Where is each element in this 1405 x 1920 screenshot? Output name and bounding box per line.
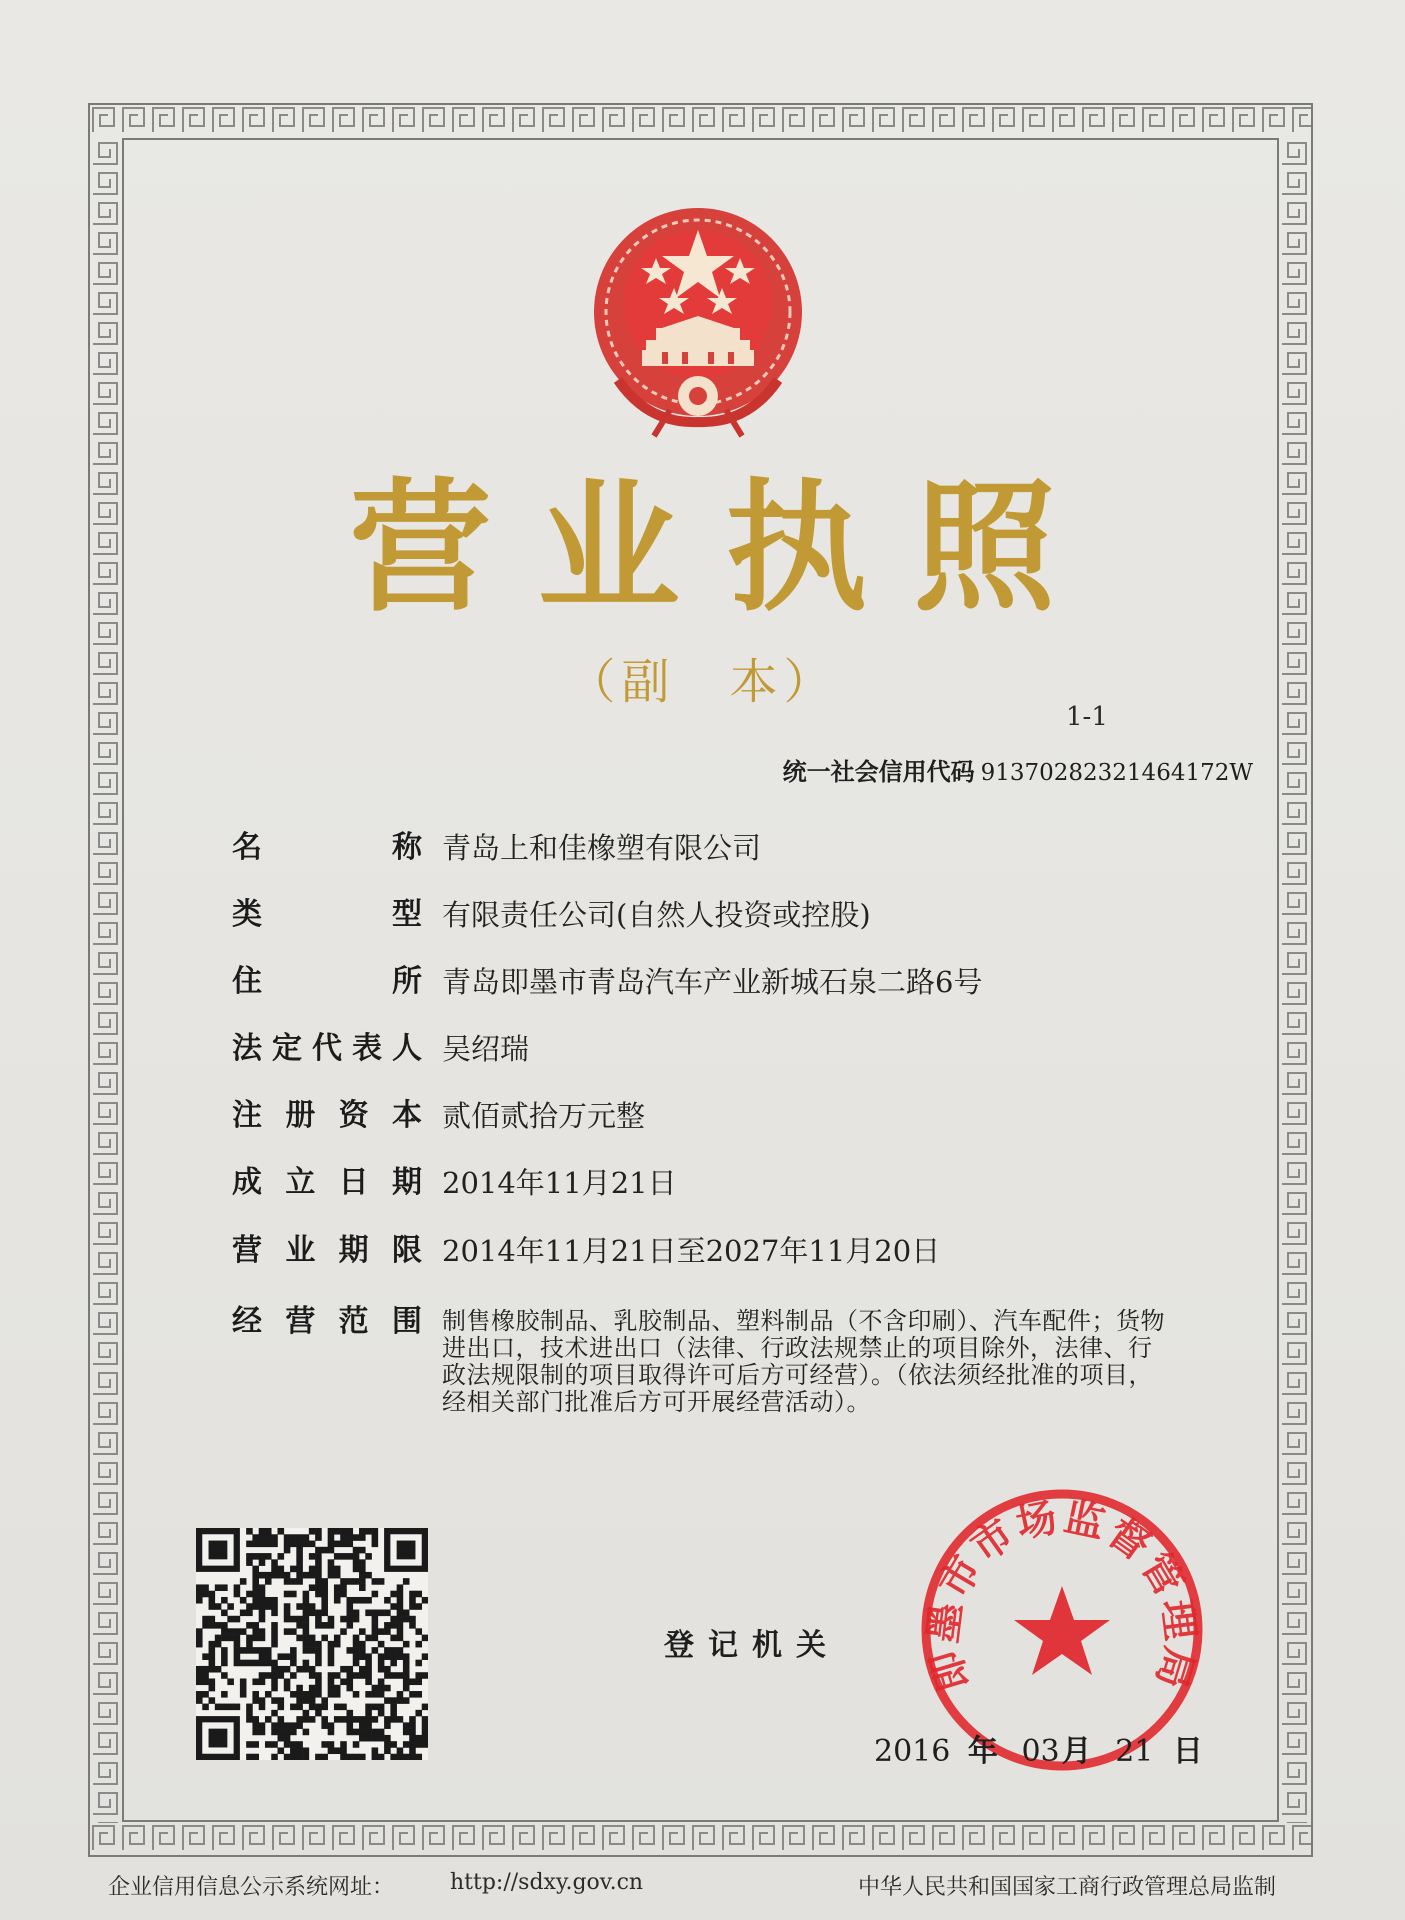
label-char: 类 — [232, 897, 262, 932]
qr-code-icon — [196, 1528, 428, 1760]
label-char: 资 — [338, 1098, 369, 1133]
label-char: 成 — [232, 1165, 262, 1200]
label-char: 营 — [285, 1304, 316, 1339]
fret-border-left — [90, 137, 122, 1823]
business-scope: 制售橡胶制品、乳胶制品、塑料制品（不含印刷）、汽车配件；货物进出口，技术进出口（法律、行政法规禁止的项目除外，法律、行政法规限制的项目取得许可后方可经营）。（依法须经批准的项目，经相关部门批准后方可开展经营活动）。 — [442, 1307, 1165, 1416]
field-label — [232, 1233, 422, 1269]
month-char: 月 — [1061, 1734, 1092, 1769]
label-char: 代 — [312, 1031, 342, 1066]
label-char: 册 — [285, 1098, 316, 1133]
label-char: 日 — [338, 1165, 369, 1200]
label-char: 法 — [232, 1031, 262, 1066]
field-label — [232, 1098, 422, 1134]
label-char: 立 — [285, 1165, 316, 1200]
label-char: 定 — [272, 1031, 302, 1066]
issue-date — [874, 1726, 1203, 1770]
fret-border-right — [1279, 137, 1311, 1823]
label-char: 业 — [285, 1233, 316, 1268]
footer-system-label: 企业信用信息公示系统网址： — [108, 1875, 395, 1900]
footer-supervisor: 中华人民共和国国家工商行政管理总局监制 — [858, 1875, 1277, 1900]
business-term: 2014年11月21日至2027年11月20日 — [442, 1234, 941, 1268]
label-char: 注 — [232, 1098, 262, 1133]
label-char: 期 — [391, 1165, 422, 1200]
label-char: 住 — [232, 964, 262, 999]
label-char: 限 — [391, 1233, 422, 1268]
field-label — [232, 1031, 422, 1067]
label-char: 称 — [392, 830, 422, 865]
year-char: 年 — [967, 1734, 998, 1769]
issue-day: 21 — [1115, 1734, 1154, 1769]
issue-year: 2016 — [874, 1734, 951, 1769]
legal-representative: 吴绍瑞 — [442, 1032, 530, 1066]
credit-code-label: 统一社会信用代码 — [782, 758, 975, 786]
label-char: 本 — [391, 1098, 422, 1133]
field-label — [232, 964, 422, 1000]
label-char: 名 — [232, 830, 262, 865]
fret-border-top — [90, 105, 1311, 137]
label-char: 表 — [352, 1031, 382, 1066]
label-char: 期 — [338, 1233, 369, 1268]
company-name: 青岛上和佳橡塑有限公司 — [442, 831, 762, 865]
footer-url[interactable]: http://sdxy.gov.cn — [450, 1870, 644, 1895]
day-char: 日 — [1172, 1734, 1203, 1769]
label-char: 范 — [338, 1304, 369, 1339]
registered-capital: 贰佰贰拾万元整 — [442, 1099, 646, 1133]
field-label — [232, 830, 422, 866]
label-char: 人 — [392, 1031, 422, 1066]
field-label — [232, 1304, 422, 1340]
license-subtitle: （副 本） — [567, 654, 838, 710]
label-char: 型 — [392, 897, 422, 932]
seal-text: 即墨市市场监督管理局 — [920, 1494, 1204, 1697]
registration-authority-label: 登记机关 — [664, 1628, 840, 1663]
issue-month: 03 — [1021, 1734, 1060, 1769]
label-char: 营 — [232, 1233, 262, 1268]
company-address: 青岛即墨市青岛汽车产业新城石泉二路6号 — [442, 965, 983, 999]
credit-code-value: 91370282321464172W — [980, 760, 1253, 786]
national-emblem-icon — [578, 200, 818, 440]
copy-number: 1-1 — [1066, 702, 1108, 732]
label-char: 所 — [392, 964, 422, 999]
label-char: 经 — [232, 1304, 262, 1339]
field-label — [232, 1165, 422, 1201]
credit-code-line — [783, 752, 1253, 787]
field-label — [232, 897, 422, 933]
established-date: 2014年11月21日 — [442, 1166, 677, 1200]
label-char: 围 — [391, 1304, 422, 1339]
company-type: 有限责任公司(自然人投资或控股) — [442, 898, 871, 932]
fret-border-bottom — [90, 1823, 1311, 1855]
license-title: 营业执照 — [349, 466, 1102, 631]
